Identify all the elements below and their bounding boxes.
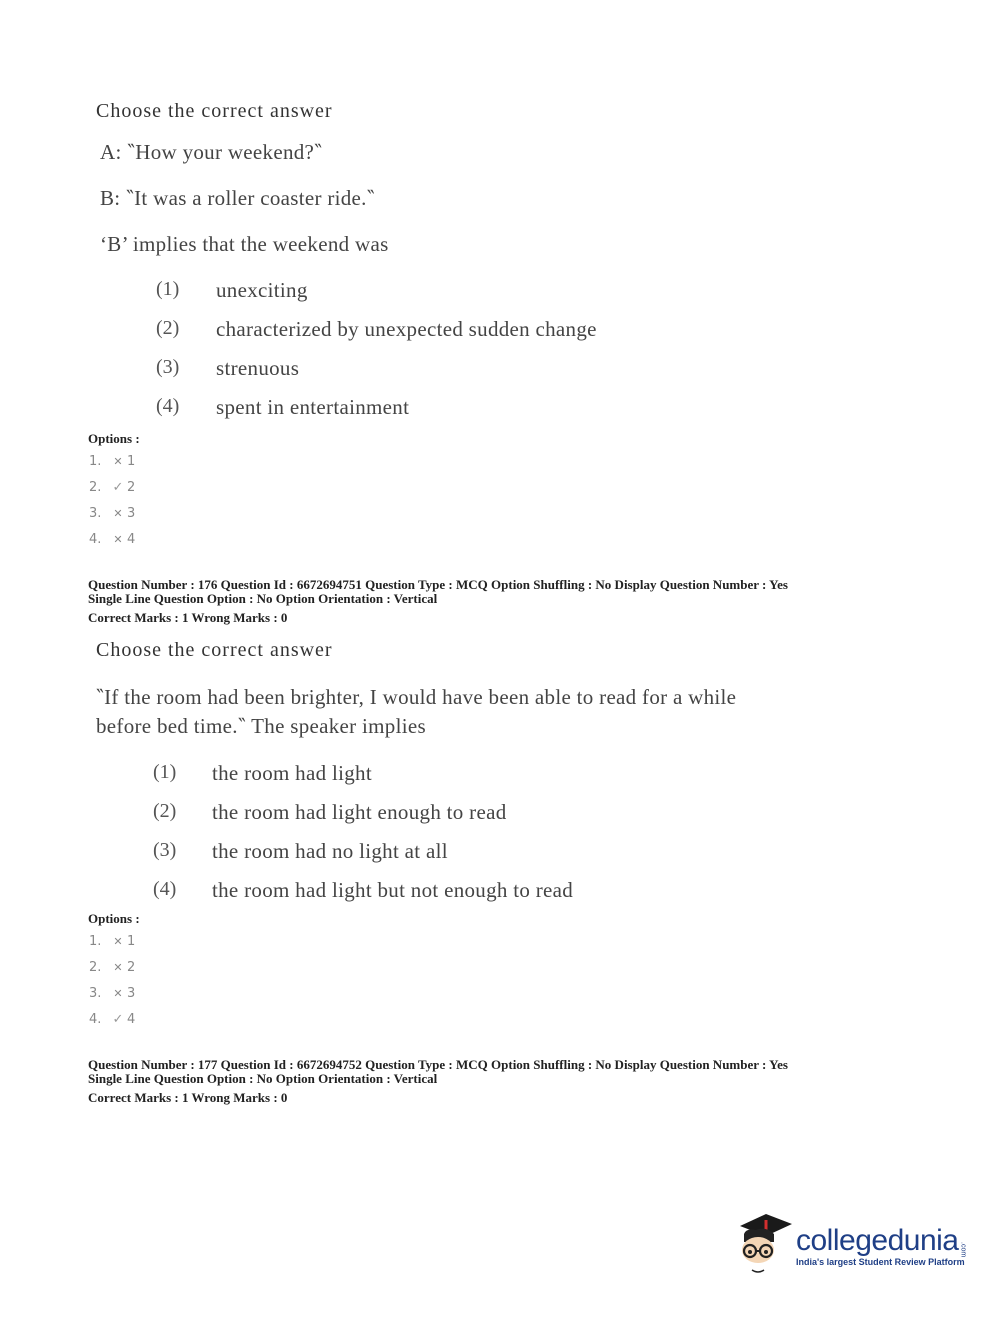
option-text: spent in entertainment — [216, 395, 410, 419]
option-text: the room had no light at all — [212, 839, 448, 863]
answer-index: 2. — [89, 479, 102, 495]
option-number: (2) — [156, 317, 180, 339]
option-text: strenuous — [216, 356, 300, 380]
answer-index: 4. — [89, 531, 102, 547]
answer-index: 3. — [89, 505, 102, 521]
answer-value: 3 — [127, 985, 136, 1001]
answer-index: 1. — [89, 453, 102, 469]
cross-icon: ✕ — [113, 934, 123, 948]
answer-index: 4. — [89, 1011, 102, 1027]
logo-tagline: India's largest Student Review Platform — [796, 1256, 965, 1267]
question-heading: Choose the correct answer — [96, 639, 333, 661]
option-number: (3) — [153, 839, 177, 861]
question-heading: Choose the correct answer — [96, 100, 333, 122]
answer-value: 2 — [127, 479, 136, 495]
logo-name: collegedunia — [796, 1223, 959, 1257]
answer-index: 2. — [89, 959, 102, 975]
answer-index: 3. — [89, 985, 102, 1001]
answer-list — [89, 448, 135, 552]
answer-row — [89, 954, 135, 980]
options-label: Options : — [88, 431, 140, 446]
answer-value: 1 — [127, 453, 136, 469]
logo-text-block — [796, 1224, 966, 1267]
answer-row — [89, 500, 135, 526]
answer-value: 3 — [127, 505, 136, 521]
logo-row — [736, 1212, 966, 1278]
option-number: (1) — [153, 761, 177, 783]
answer-value: 4 — [127, 531, 136, 547]
option-list — [153, 761, 573, 917]
cross-icon: ✕ — [113, 532, 123, 546]
check-icon: ✓ — [112, 1011, 124, 1027]
cross-icon: ✕ — [113, 986, 123, 1000]
collegedunia-logo — [736, 1212, 966, 1278]
logo-wordmark — [796, 1224, 966, 1258]
option-text: characterized by unexpected sudden change — [216, 317, 597, 341]
answer-row — [89, 980, 135, 1006]
answer-row — [89, 474, 135, 500]
question-text-line-1: ‶If the room had been brighter, I would have been able to read for a while — [96, 685, 737, 709]
question-meta — [88, 578, 788, 625]
check-icon: ✓ — [112, 479, 124, 495]
option-number: (2) — [153, 800, 177, 822]
dialogue-line-a: A: ‶How your weekend?‶ — [100, 140, 323, 164]
meta-line-1: Question Number : 177 Question Id : 6672694752 Question Type : MCQ Option Shuffling : No Display Question Number : Yes — [88, 1057, 788, 1072]
answer-row — [89, 448, 135, 474]
answer-index: 1. — [89, 933, 102, 949]
meta-line-3: Correct Marks : 1 Wrong Marks : 0 — [88, 610, 288, 625]
cross-icon: ✕ — [113, 454, 123, 468]
answer-value: 2 — [127, 959, 136, 975]
option-item — [153, 878, 573, 917]
option-list — [156, 278, 597, 434]
option-item — [156, 395, 597, 434]
option-item — [156, 278, 597, 317]
logo-suffix: .com — [959, 1242, 967, 1258]
meta-line-2: Single Line Question Option : No Option Orientation : Vertical — [88, 591, 438, 606]
option-number: (4) — [153, 878, 177, 900]
option-number: (3) — [156, 356, 180, 378]
options-label: Options : — [88, 911, 140, 926]
meta-line-1: Question Number : 176 Question Id : 6672694751 Question Type : MCQ Option Shuffling : No Display Question Number : Yes — [88, 577, 788, 592]
option-number: (4) — [156, 395, 180, 417]
meta-line-3: Correct Marks : 1 Wrong Marks : 0 — [88, 1090, 288, 1105]
dialogue-line-b: B: ‶It was a roller coaster ride.‶ — [100, 186, 375, 210]
option-text: the room had light enough to read — [212, 800, 507, 824]
option-text: the room had light but not enough to read — [212, 878, 574, 902]
meta-line-2: Single Line Question Option : No Option Orientation : Vertical — [88, 1071, 438, 1086]
option-text: unexciting — [216, 278, 308, 302]
question-meta — [88, 1058, 788, 1105]
answer-row — [89, 928, 135, 954]
mascot-icon — [736, 1212, 794, 1278]
option-item — [153, 839, 573, 878]
option-item — [156, 317, 597, 356]
answer-list — [89, 928, 135, 1032]
answer-value: 4 — [127, 1011, 136, 1027]
cross-icon: ✕ — [113, 506, 123, 520]
question-prompt: ‘B’ implies that the weekend was — [100, 232, 389, 256]
option-number: (1) — [156, 278, 180, 300]
question-text-line-2: before bed time.‶ The speaker implies — [96, 714, 426, 738]
option-text: the room had light — [212, 761, 372, 785]
answer-row — [89, 526, 135, 552]
option-item — [156, 356, 597, 395]
answer-row — [89, 1006, 135, 1032]
option-item — [153, 800, 573, 839]
answer-value: 1 — [127, 933, 136, 949]
cross-icon: ✕ — [113, 960, 123, 974]
option-item — [153, 761, 573, 800]
